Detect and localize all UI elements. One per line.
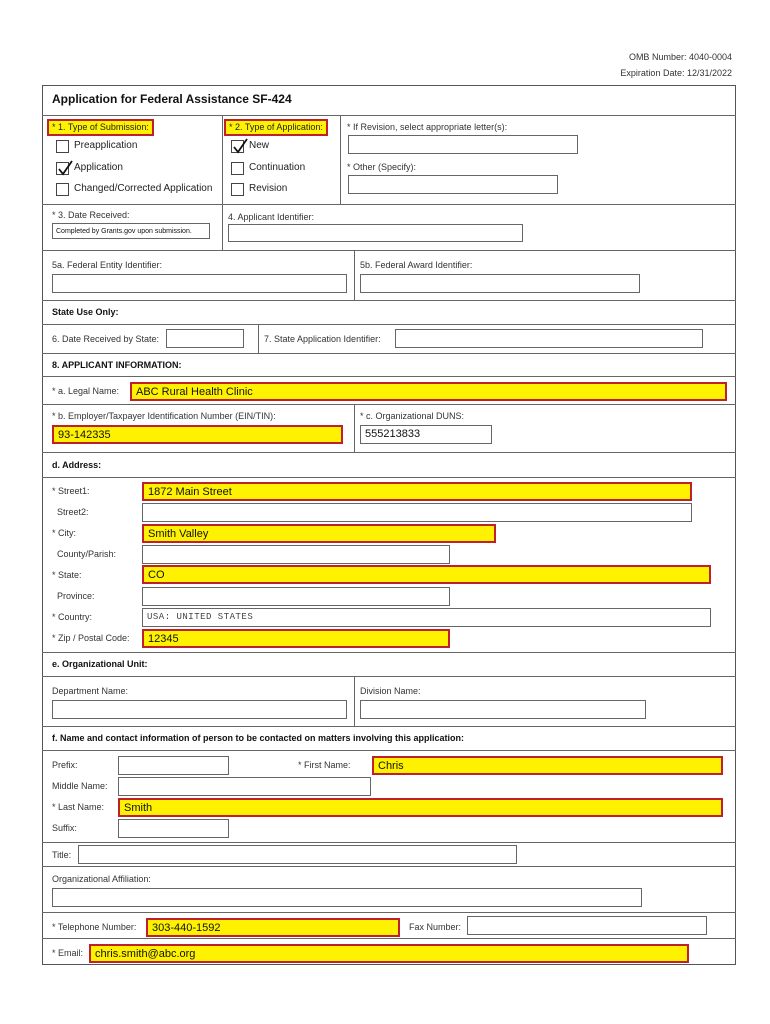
divider: [42, 912, 736, 913]
fax-label: Fax Number:: [409, 922, 462, 932]
email-label: * Email:: [52, 948, 84, 958]
state-use-only-heading: State Use Only:: [52, 307, 119, 317]
divider: [42, 250, 736, 251]
preapplication-label: Preapplication: [74, 140, 138, 151]
divider: [42, 324, 736, 325]
department-name-label: Department Name:: [52, 686, 129, 696]
address-heading: d. Address:: [52, 460, 102, 470]
last-name-label: * Last Name:: [52, 802, 105, 812]
divider: [42, 404, 736, 405]
divider: [340, 115, 341, 204]
divider: [42, 676, 736, 677]
city-input[interactable]: Smith Valley: [142, 524, 496, 543]
org-unit-heading: e. Organizational Unit:: [52, 659, 148, 669]
new-label: New: [249, 140, 270, 151]
divider: [354, 250, 355, 300]
affiliation-input[interactable]: [52, 888, 642, 907]
prefix-label: Prefix:: [52, 760, 78, 770]
middle-name-input[interactable]: [118, 777, 371, 796]
revision-checkbox[interactable]: [231, 183, 244, 196]
divider: [354, 676, 355, 726]
applicant-info-heading: 8. APPLICANT INFORMATION:: [52, 360, 182, 370]
federal-award-id-input[interactable]: [360, 274, 640, 293]
title-input[interactable]: [78, 845, 517, 864]
division-name-label: Division Name:: [360, 686, 421, 696]
omb-number: OMB Number: 4040-0004: [628, 52, 732, 62]
telephone-label: * Telephone Number:: [52, 922, 137, 932]
federal-entity-id-label: 5a. Federal Entity Identifier:: [52, 260, 163, 270]
revision-label: Revision: [249, 183, 288, 194]
middle-name-label: Middle Name:: [52, 781, 108, 791]
duns-input[interactable]: 555213833: [360, 425, 492, 444]
federal-entity-id-input[interactable]: [52, 274, 347, 293]
country-select[interactable]: USA: UNITED STATES: [142, 608, 711, 627]
applicant-identifier-label: 4. Applicant Identifier:: [228, 212, 315, 222]
title-label: Title:: [52, 850, 72, 860]
divider: [42, 938, 736, 939]
divider: [222, 115, 223, 204]
divider: [354, 404, 355, 452]
street2-label: Street2:: [57, 507, 89, 517]
other-specify-input[interactable]: [348, 175, 558, 194]
province-input[interactable]: [142, 587, 450, 606]
first-name-label: * First Name:: [298, 760, 351, 770]
date-received-state-label: 6. Date Received by State:: [52, 334, 160, 344]
divider: [42, 353, 736, 354]
ein-label: * b. Employer/Taxpayer Identification Number (EIN/TIN):: [52, 411, 276, 421]
checkmark-icon: [231, 137, 249, 155]
duns-label: * c. Organizational DUNS:: [360, 411, 465, 421]
continuation-label: Continuation: [249, 162, 306, 173]
county-label: County/Parish:: [57, 549, 117, 559]
date-received-label: * 3. Date Received:: [52, 210, 130, 220]
legal-name-label: * a. Legal Name:: [52, 386, 120, 396]
first-name-input[interactable]: Chris: [372, 756, 723, 775]
country-label: * Country:: [52, 612, 93, 622]
revision-letter-label: * If Revision, select appropriate letter(s):: [347, 122, 508, 132]
legal-name-input[interactable]: ABC Rural Health Clinic: [130, 382, 727, 401]
department-name-input[interactable]: [52, 700, 347, 719]
zip-input[interactable]: 12345: [142, 629, 450, 648]
province-label: Province:: [57, 591, 95, 601]
zip-label: * Zip / Postal Code:: [52, 633, 130, 643]
affiliation-label: Organizational Affiliation:: [52, 874, 151, 884]
date-received-state-input[interactable]: [166, 329, 244, 348]
county-input[interactable]: [142, 545, 450, 564]
divider: [42, 652, 736, 653]
divider: [258, 324, 259, 353]
application-checkbox[interactable]: [56, 162, 69, 175]
divider: [222, 204, 223, 250]
applicant-identifier-input[interactable]: [228, 224, 523, 242]
checkmark-icon: [56, 159, 74, 177]
continuation-checkbox[interactable]: [231, 162, 244, 175]
city-label: * City:: [52, 528, 77, 538]
revision-letter-input[interactable]: [348, 135, 578, 154]
new-checkbox[interactable]: [231, 140, 244, 153]
divider: [42, 300, 736, 301]
changed-corrected-checkbox[interactable]: [56, 183, 69, 196]
date-received-field: Completed by Grants.gov upon submission.: [52, 223, 210, 239]
ein-input[interactable]: 93-142335: [52, 425, 343, 444]
changed-corrected-label: Changed/Corrected Application: [74, 183, 213, 194]
application-label: Application: [74, 162, 123, 173]
divider: [42, 866, 736, 867]
street1-label: * Street1:: [52, 486, 90, 496]
preapplication-checkbox[interactable]: [56, 140, 69, 153]
email-input[interactable]: chris.smith@abc.org: [89, 944, 689, 963]
last-name-input[interactable]: Smith: [118, 798, 723, 817]
form-title: Application for Federal Assistance SF-424: [52, 92, 292, 106]
submission-type-label: * 1. Type of Submission:: [47, 119, 154, 136]
street2-input[interactable]: [142, 503, 692, 522]
state-app-id-label: 7. State Application Identifier:: [264, 334, 381, 344]
street1-input[interactable]: 1872 Main Street: [142, 482, 692, 501]
state-select[interactable]: CO: [142, 565, 711, 584]
fax-input[interactable]: [467, 916, 707, 935]
divider: [42, 452, 736, 453]
application-type-label: * 2. Type of Application:: [224, 119, 328, 136]
other-specify-label: * Other (Specify):: [347, 162, 417, 172]
divider: [42, 726, 736, 727]
state-app-id-input[interactable]: [395, 329, 703, 348]
contact-heading: f. Name and contact information of person to be contacted on matters involving this application:: [52, 733, 465, 743]
federal-award-id-label: 5b. Federal Award Identifier:: [360, 260, 473, 270]
expiration-date: Expiration Date: 12/31/2022: [620, 68, 732, 78]
divider: [42, 376, 736, 377]
suffix-input[interactable]: [118, 819, 229, 838]
prefix-input[interactable]: [118, 756, 229, 775]
divider: [42, 204, 736, 205]
divider: [42, 477, 736, 478]
divider: [42, 115, 736, 116]
divider: [42, 750, 736, 751]
telephone-input[interactable]: 303-440-1592: [146, 918, 400, 937]
suffix-label: Suffix:: [52, 823, 77, 833]
division-name-input[interactable]: [360, 700, 646, 719]
state-label: * State:: [52, 570, 82, 580]
divider: [42, 842, 736, 843]
